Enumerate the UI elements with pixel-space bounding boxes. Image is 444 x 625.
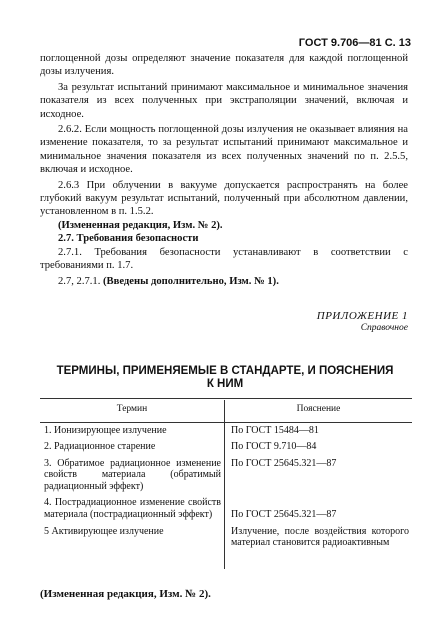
paragraph-2: За результат испытаний принимают максимальное и минимальное значения показателя из всех полученных при экстраполяции значений, включая и исходное. — [40, 81, 408, 120]
appendix-subtitle: Справочное — [360, 323, 408, 333]
amendment-note-2: (Измененная редакция, Изм. № 2). — [40, 588, 211, 600]
header-explanation: Пояснение — [225, 400, 413, 422]
section-title-line-1: ТЕРМИНЫ, ПРИМЕНЯЕМЫЕ В СТАНДАРТЕ, И ПОЯСНЕНИЯ — [56, 365, 394, 377]
appendix-title: ПРИЛОЖЕНИЕ 1 — [316, 310, 408, 322]
table-row — [40, 524, 412, 569]
paragraph-safety: 2.7.1. Требования безопасности устанавливают в соответствии с требованиями п. 1.7. — [40, 246, 408, 272]
introduced-prefix: 2.7, 2.7.1. — [58, 275, 101, 287]
table-row — [40, 456, 412, 496]
section-heading-safety: 2.7. Требования безопасности — [58, 233, 199, 245]
explanation-cell: Излучение, после воздействия которого материал становится радиоактивным — [231, 525, 409, 548]
table-row — [40, 495, 412, 524]
term-cell: 3. Обратимое радиационное изменение свойств материала (обратимый радиационный эффект) — [40, 456, 225, 496]
paragraph-4: 2.6.3 При облучении в вакууме допускается распространять на более глубокий вакуум результат испытаний, полученный при абсолютном давлении, установленном в п. 1.5.2. — [40, 179, 408, 218]
page-header: ГОСТ 9.706—81 С. 13 — [298, 37, 411, 49]
section-title — [40, 365, 410, 391]
table-row — [40, 439, 412, 456]
section-title-line-2: К НИМ — [206, 378, 244, 390]
explanation-cell: По ГОСТ 15484—81 — [231, 424, 319, 436]
table-header-row — [40, 400, 412, 422]
terms-table — [40, 400, 412, 569]
explanation-cell: По ГОСТ 9.710—84 — [231, 441, 317, 452]
paragraph-1: поглощенной дозы определяют значение показателя для каждой поглощенной дозы излучения. — [40, 53, 408, 78]
explanation-cell: По ГОСТ 25645.321—87 — [231, 509, 337, 520]
explanation-cell: По ГОСТ 25645.321—87 — [231, 457, 337, 469]
introduced-note: (Введены дополнительно, Изм. № 1). — [103, 275, 279, 287]
header-term: Термин — [40, 400, 225, 422]
body-text — [40, 52, 408, 288]
appendix-label — [317, 310, 408, 333]
term-cell: 4. Пострадиационное изменение свойств материала (пострадиационный эффект) — [40, 495, 225, 524]
paragraph-introduced — [40, 275, 408, 288]
paragraph-3: 2.6.2. Если мощность поглощенной дозы излучения не оказывает влияния на изменение показателя, то за результат испытаний принимают максимальное и минимальное значения показателя из всех полученных значений по п. 2.5.5, включая и исходное. — [40, 124, 408, 176]
term-cell: 5 Активирующее излучение — [40, 524, 225, 569]
term-cell: 1. Ионизирующее излучение — [40, 422, 225, 439]
amendment-note-1: (Измененная редакция, Изм. № 2). — [58, 219, 223, 231]
table-row — [40, 422, 412, 439]
term-cell: 2. Радиационное старение — [40, 439, 225, 456]
table-top-rule — [40, 398, 412, 399]
